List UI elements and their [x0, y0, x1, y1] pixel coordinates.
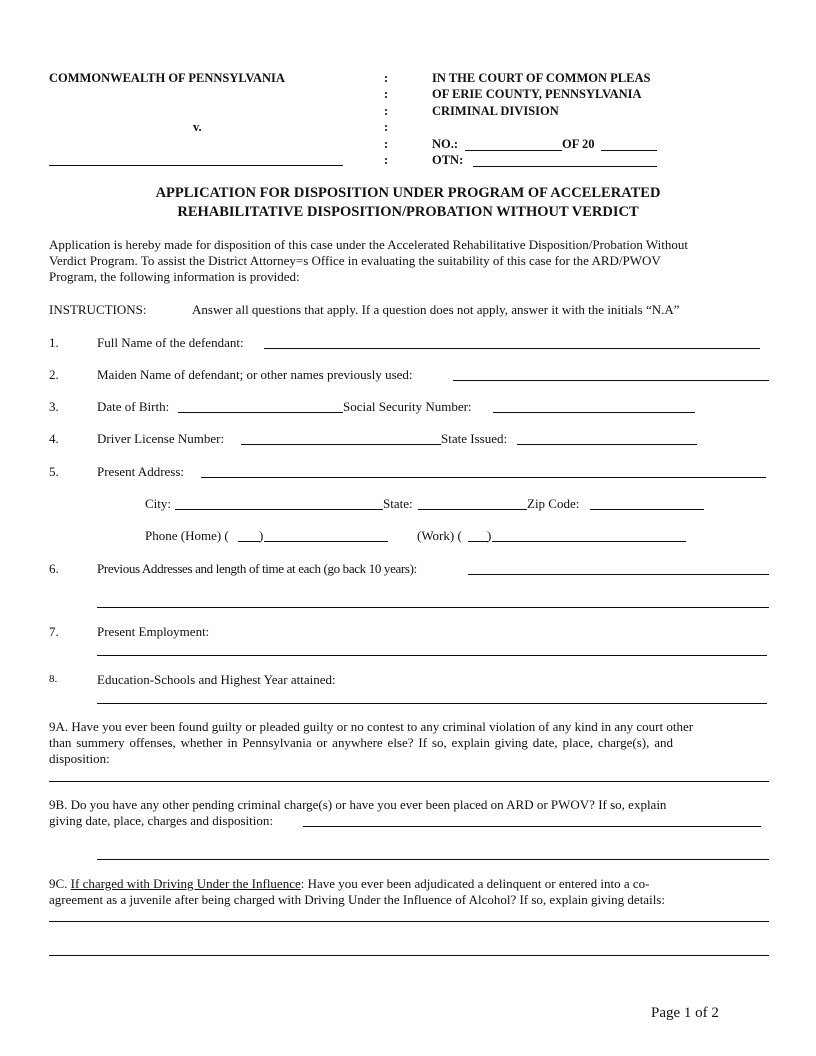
q3-ssn-field[interactable]	[493, 412, 695, 413]
q5-address-field[interactable]	[201, 477, 766, 478]
q7-label: Present Employment:	[97, 624, 210, 639]
court-division: CRIMINAL DIVISION	[432, 104, 559, 118]
q3-dob-field[interactable]	[178, 412, 343, 413]
q5-city-label: City:	[145, 496, 172, 511]
q9c-answer-field[interactable]	[49, 921, 769, 922]
q1-label: Full Name of the defendant:	[97, 335, 244, 350]
q5-phone-work-area-code[interactable]	[468, 541, 488, 542]
q9a-line2: than summery offenses, whether in Pennsylvania or anywhere else? If so, explain giving date, place, charge(s), and	[49, 735, 674, 750]
q9c-prefix: 9C.	[49, 876, 71, 891]
page-number: Page 1 of 2	[651, 1005, 719, 1021]
q5-phone-home-field[interactable]	[264, 541, 388, 542]
q5-state-field[interactable]	[418, 509, 527, 510]
q4-state-field[interactable]	[517, 444, 697, 445]
q7-number: 7.	[49, 624, 59, 639]
docket-no-label: NO.:	[432, 137, 459, 151]
commonwealth-label: COMMONWEALTH OF PENNSYLVANIA	[49, 71, 285, 85]
court-name-line1: IN THE COURT OF COMMON PLEAS	[432, 71, 651, 85]
q6-addresses-field[interactable]	[468, 574, 769, 575]
q5-state-label: State:	[383, 496, 413, 511]
q9c-line1-rest: : Have you ever been adjudicated a delinquent or entered into a co-	[300, 876, 650, 891]
caption-colon: :	[384, 153, 389, 167]
court-name-line2: OF ERIE COUNTY, PENNSYLVANIA	[432, 87, 642, 101]
q5-address-label: Present Address:	[97, 464, 185, 479]
q8-number: 8.	[49, 673, 58, 685]
q6-label: Previous Addresses and length of time at each (go back 10 years):	[97, 561, 417, 576]
docket-no-field[interactable]	[465, 150, 562, 151]
q2-maiden-name-field[interactable]	[453, 380, 769, 381]
q9b-answer-field-line2[interactable]	[97, 859, 769, 860]
defendant-name-line[interactable]	[49, 165, 343, 166]
q4-number: 4.	[49, 431, 59, 446]
versus-label: v.	[193, 120, 202, 134]
q5-phone-home-paren: )	[259, 528, 264, 543]
q5-phone-home-area-code[interactable]	[238, 541, 260, 542]
q5-city-field[interactable]	[175, 509, 383, 510]
q9b-line1: 9B. Do you have any other pending criminal charge(s) or have you ever been placed on ARD or PWOV? If so, explain	[49, 797, 667, 812]
q2-label: Maiden Name of defendant; or other names previously used:	[97, 367, 413, 382]
q9c-answer-field-line2[interactable]	[49, 955, 769, 956]
q9c-line1	[49, 876, 649, 892]
q2-number: 2.	[49, 367, 59, 382]
q9a-answer-field[interactable]	[49, 781, 769, 782]
q9a-line3: disposition:	[49, 751, 110, 766]
q1-full-name-field[interactable]	[264, 348, 760, 349]
q8-education-field[interactable]	[97, 703, 767, 704]
q5-phone-work-field[interactable]	[492, 541, 686, 542]
docket-year-label: OF 20	[562, 137, 595, 151]
q5-phone-home-label: Phone (Home) (	[145, 528, 229, 543]
q5-zip-label: Zip Code:	[527, 496, 580, 511]
caption-colon: :	[384, 137, 389, 151]
q9c-line2: agreement as a juvenile after being charged with Driving Under the Influence of Alcohol? If so, explain giving details:	[49, 892, 665, 907]
otn-field[interactable]	[473, 166, 657, 167]
q6-number: 6.	[49, 561, 59, 576]
q5-phone-work-paren: )	[487, 528, 492, 543]
docket-year-field[interactable]	[601, 150, 657, 151]
caption-colon: :	[384, 120, 389, 134]
q5-phone-work-label: (Work) (	[417, 528, 462, 543]
q9a-line1: 9A. Have you ever been found guilty or pleaded guilty or no contest to any criminal violation of any kind in any court other	[49, 719, 694, 734]
caption-colon: :	[384, 104, 389, 118]
instructions-label: INSTRUCTIONS:	[49, 302, 147, 317]
q4-state-label: State Issued:	[441, 431, 508, 446]
q5-number: 5.	[49, 464, 59, 479]
otn-label: OTN:	[432, 153, 464, 167]
q3-number: 3.	[49, 399, 59, 414]
q6-addresses-field-line2[interactable]	[97, 607, 769, 608]
q1-number: 1.	[49, 335, 59, 350]
q9b-line2: giving date, place, charges and disposition:	[49, 813, 273, 828]
q8-label: Education-Schools and Highest Year attained:	[97, 672, 336, 687]
q9b-answer-field[interactable]	[303, 826, 761, 827]
intro-line1: Application is hereby made for disposition of this case under the Accelerated Rehabilitative Disposition/Probation Without	[49, 237, 688, 252]
caption-colon: :	[384, 87, 389, 101]
caption-colon: :	[384, 71, 389, 85]
q5-zip-field[interactable]	[590, 509, 704, 510]
intro-line2: Verdict Program. To assist the District Attorney=s Office in evaluating the suitability of this case for the ARD/PWOV	[49, 253, 661, 268]
q9c-dui-condition: If charged with Driving Under the Influence	[70, 876, 301, 891]
intro-line3: Program, the following information is provided:	[49, 269, 300, 284]
q3-dob-label: Date of Birth:	[97, 399, 170, 414]
q7-employment-field[interactable]	[97, 655, 767, 656]
form-title-line2: REHABILITATIVE DISPOSITION/PROBATION WITHOUT VERDICT	[177, 204, 639, 220]
q3-ssn-label: Social Security Number:	[343, 399, 472, 414]
instructions-text: Answer all questions that apply. If a question does not apply, answer it with the initials “N.A”	[192, 302, 680, 317]
q4-license-field[interactable]	[241, 444, 441, 445]
q4-license-label: Driver License Number:	[97, 431, 225, 446]
form-title-line1: APPLICATION FOR DISPOSITION UNDER PROGRAM OF ACCELERATED	[155, 185, 661, 201]
